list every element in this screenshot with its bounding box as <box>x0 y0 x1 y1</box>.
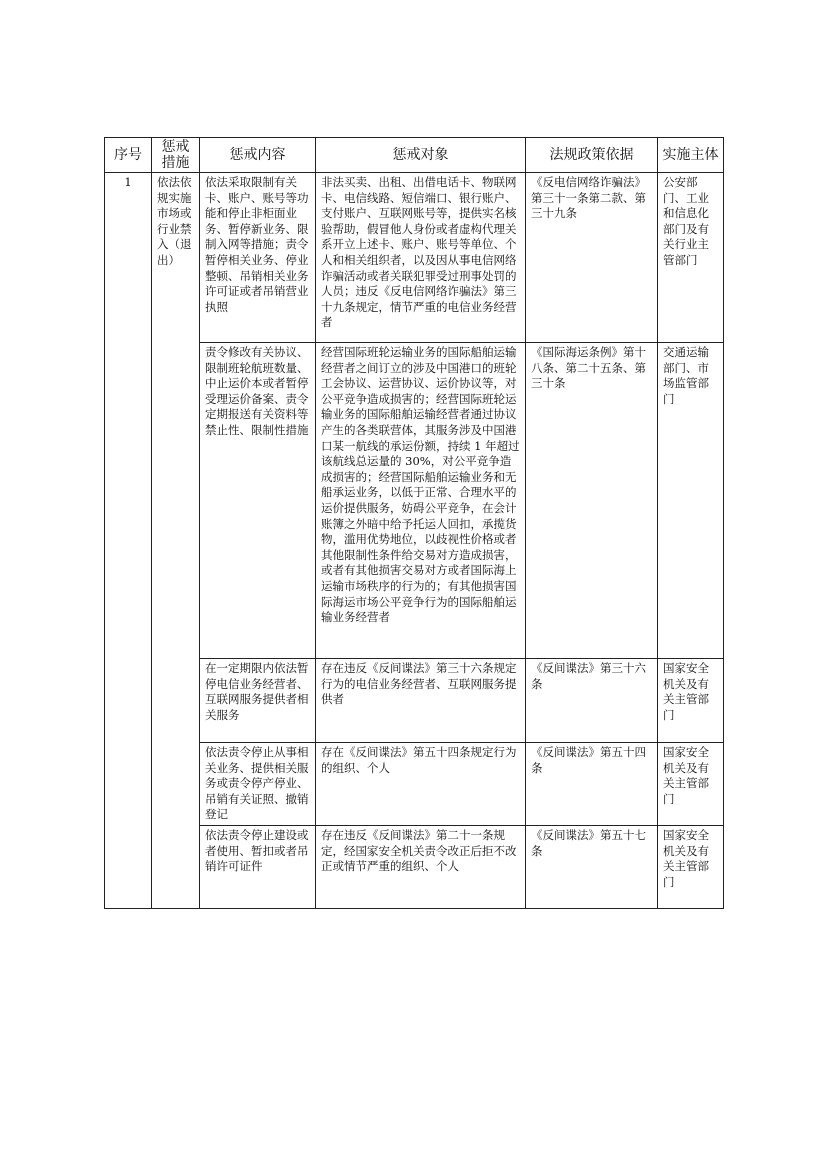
penalty-table <box>104 137 724 909</box>
header-target: 惩戒对象 <box>316 138 526 173</box>
header-basis: 法规政策依据 <box>526 138 658 173</box>
header-seq: 序号 <box>105 138 152 173</box>
table-row <box>105 173 724 343</box>
header-subject: 实施主体 <box>658 138 724 173</box>
header-content: 惩戒内容 <box>200 138 316 173</box>
target-cell: 存在违反《反间谍法》第二十一条规定，经国家安全机关责令改正后拒不改正或情节严重的组织、个人 <box>316 826 526 909</box>
target-cell: 存在违反《反间谍法》第三十六条规定行为的电信业务经营者、互联网服务提供者 <box>316 659 526 743</box>
basis-cell: 《国际海运条例》第十八条、第二十五条、第三十条 <box>526 343 658 659</box>
content-cell: 在一定期限内依法暂停电信业务经营者、互联网服务提供者相关服务 <box>200 659 316 743</box>
measure-cell: 依法依规实施市场或行业禁入（退出） <box>152 173 200 909</box>
content-cell: 依法采取限制有关卡、账户、账号等功能和停止非柜面业务、暂停新业务、限制入网等措施；责令暂停相关业务、停业整顿、吊销相关业务许可证或者吊销营业执照 <box>200 173 316 343</box>
subject-cell: 国家安全机关及有关主管部门 <box>658 743 724 826</box>
seq-cell: 1 <box>105 173 152 909</box>
basis-cell: 《反间谍法》第三十六条 <box>526 659 658 743</box>
subject-cell: 交通运输部门、市场监管部门 <box>658 343 724 659</box>
basis-cell: 《反间谍法》第五十七条 <box>526 826 658 909</box>
basis-cell: 《反间谍法》第五十四条 <box>526 743 658 826</box>
header-row <box>105 138 724 173</box>
content-cell: 依法责令停止从事相关业务、提供相关服务或责令停产停业、吊销有关证照、撤销登记 <box>200 743 316 826</box>
subject-cell: 国家安全机关及有关主管部门 <box>658 826 724 909</box>
content-cell: 依法责令停止建设或者使用、暂扣或者吊销许可证件 <box>200 826 316 909</box>
target-cell: 经营国际班轮运输业务的国际船舶运输经营者之间订立的涉及中国港口的班轮工会协议、运营协议、运价协议等，对公平竞争造成损害的；经营国际班轮运输业务的国际船舶运输经营者通过协议产生的各类联营体，其服务涉及中国港口某一航线的承运份额，持续 1 年超过该航线总运量的 30%，对公平竞争造成损害的；经营国际船舶运输业务和无船承运业务，以低于正常、合理水平的运价提供服务，妨碍公平竞争，在会计账簿之外暗中给予托运人回扣，承揽货物，滥用优势地位，以歧视性价格或者其他限制性条件给交易对方造成损害，或者有其他损害交易对方或者国际海上运输市场秩序的行为的；有其他损害国际海运市场公平竞争行为的国际船舶运输业务经营者 <box>316 343 526 659</box>
content-cell: 责令修改有关协议、限制班轮航班数量、中止运价本或者暂停受理运价备案、责令定期报送有关资料等禁止性、限制性措施 <box>200 343 316 659</box>
header-measure: 惩戒措施 <box>152 138 200 173</box>
target-cell: 非法买卖、出租、出借电话卡、物联网卡、电信线路、短信端口、银行账户、支付账户、互联网账号等，提供实名核验帮助，假冒他人身份或者虚构代理关系开立上述卡、账户、账号等单位、个人和相关组织者，以及因从事电信网络诈骗活动或者关联犯罪受过刑事处罚的人员；违反《反电信网络诈骗法》第三十九条规定，情节严重的电信业务经营者 <box>316 173 526 343</box>
target-cell: 存在《反间谍法》第五十四条规定行为的组织、个人 <box>316 743 526 826</box>
subject-cell: 公安部门、工业和信息化部门及有关行业主管部门 <box>658 173 724 343</box>
subject-cell: 国家安全机关及有关主管部门 <box>658 659 724 743</box>
basis-cell: 《反电信网络诈骗法》第三十一条第二款、第三十九条 <box>526 173 658 343</box>
